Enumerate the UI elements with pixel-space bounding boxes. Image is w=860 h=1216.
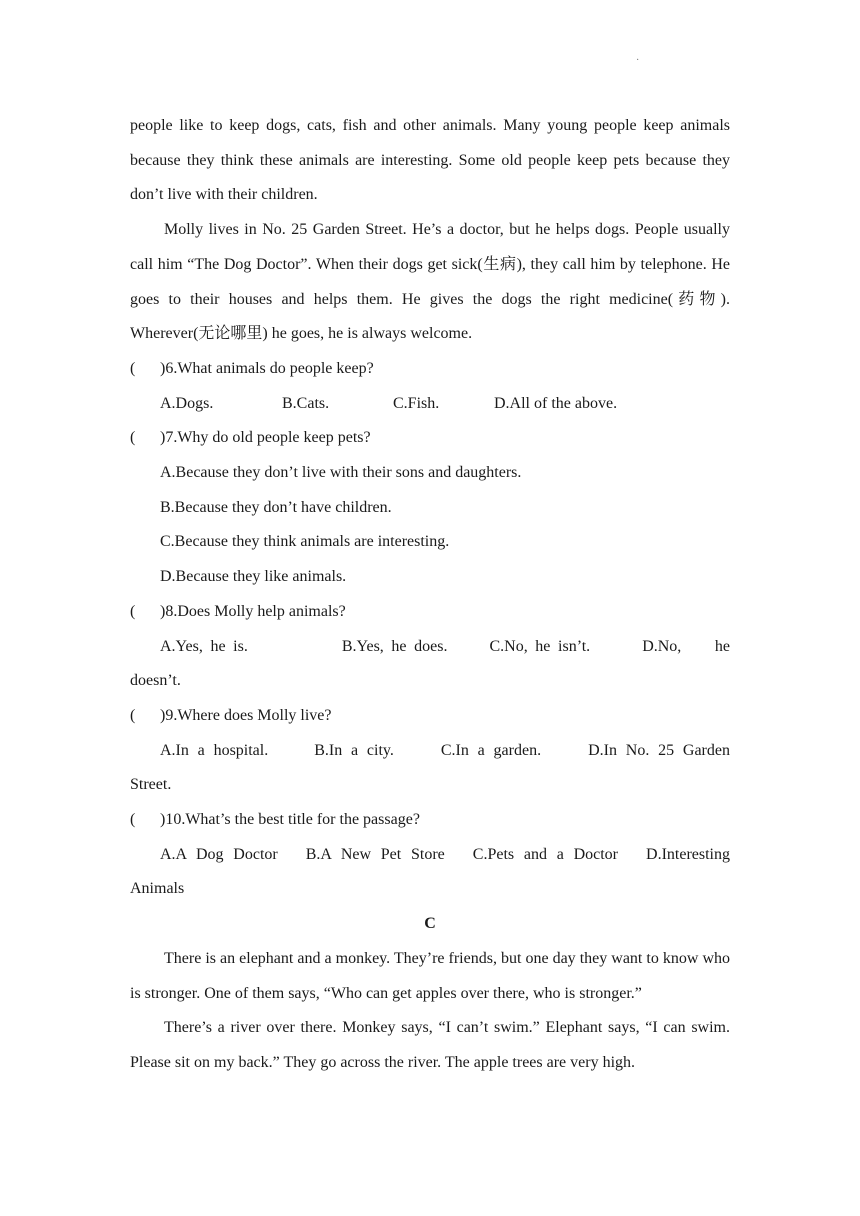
option-9b: B.In a city. <box>314 741 394 759</box>
question-6-stem: )6.What animals do people keep? <box>160 359 374 377</box>
question-8-options <box>130 630 730 699</box>
option-9a: A.In a hospital. <box>160 741 269 759</box>
answer-blank-7[interactable]: ( <box>130 429 136 447</box>
page-mark: · <box>636 55 640 66</box>
option-8c: C.No, he isn’t. <box>489 637 591 655</box>
passage-b-paragraph-2: Molly lives in No. 25 Garden Street. He’s a doctor, but he helps dogs. People usually call him “The Dog Doctor”. When their dogs get sick(生病), they call him by telephone. He goes to their houses and helps them. He gives the dogs the right medicine(药物). Wherever(无论哪里) he goes, he is always welcome. <box>130 221 730 343</box>
option-10b: B.A New Pet Store <box>305 845 445 863</box>
option-6d: D.All of the above. <box>494 394 618 412</box>
option-8d: D.No, he doesn’t. <box>130 637 731 690</box>
option-8b: B.Yes, he does. <box>341 637 448 655</box>
question-10 <box>130 803 730 838</box>
option-9d: D.In No. 25 Garden Street. <box>130 741 730 794</box>
document-body <box>130 109 730 1081</box>
question-6 <box>130 352 730 387</box>
option-7a: A.Because they don’t live with their sons and daughters. <box>160 464 522 482</box>
option-10c: C.Pets and a Doctor <box>472 845 619 863</box>
question-10-options <box>130 838 730 907</box>
passage-c-paragraph-1: There is an elephant and a monkey. They’re friends, but one day they want to know who is stronger. One of them says, “Who can get apples over there, who is stronger.” <box>130 949 730 1002</box>
option-6b: B.Cats. <box>282 394 330 412</box>
question-9 <box>130 699 730 734</box>
question-6-options <box>130 387 730 422</box>
option-6c: C.Fish. <box>393 394 440 412</box>
option-7b: B.Because they don’t have children. <box>160 498 392 516</box>
question-7-stem: )7.Why do old people keep pets? <box>160 429 371 447</box>
question-7 <box>130 421 730 456</box>
question-10-stem: )10.What’s the best title for the passage? <box>160 811 420 829</box>
section-c-heading: C <box>424 915 436 933</box>
passage-c-paragraph-2: There’s a river over there. Monkey says, “I can’t swim.” Elephant says, “I can swim. Please sit on my back.” They go across the river. The apple trees are very high. <box>130 1019 730 1071</box>
question-9-stem: )9.Where does Molly live? <box>160 706 332 724</box>
passage-b-paragraph-1: people like to keep dogs, cats, fish and other animals. Many young people keep animals because they think these animals are interesting. Some old people keep pets because they don’t live with their children. <box>130 117 730 204</box>
answer-blank-8[interactable]: ( <box>130 602 136 620</box>
option-7c: C.Because they think animals are interesting. <box>160 533 450 551</box>
option-10a: A.A Dog Doctor <box>160 845 278 863</box>
option-10d: D.Interesting Animals <box>130 845 730 898</box>
answer-blank-6[interactable]: ( <box>130 359 136 377</box>
option-6a: A.Dogs. <box>160 394 214 412</box>
answer-blank-10[interactable]: ( <box>130 811 136 829</box>
question-8-stem: )8.Does Molly help animals? <box>160 602 346 620</box>
answer-blank-9[interactable]: ( <box>130 706 136 724</box>
question-8 <box>130 595 730 630</box>
question-9-options <box>130 734 730 803</box>
option-8a: A.Yes, he is. <box>160 637 248 655</box>
option-7d: D.Because they like animals. <box>160 568 347 586</box>
option-9c: C.In a garden. <box>440 741 542 759</box>
